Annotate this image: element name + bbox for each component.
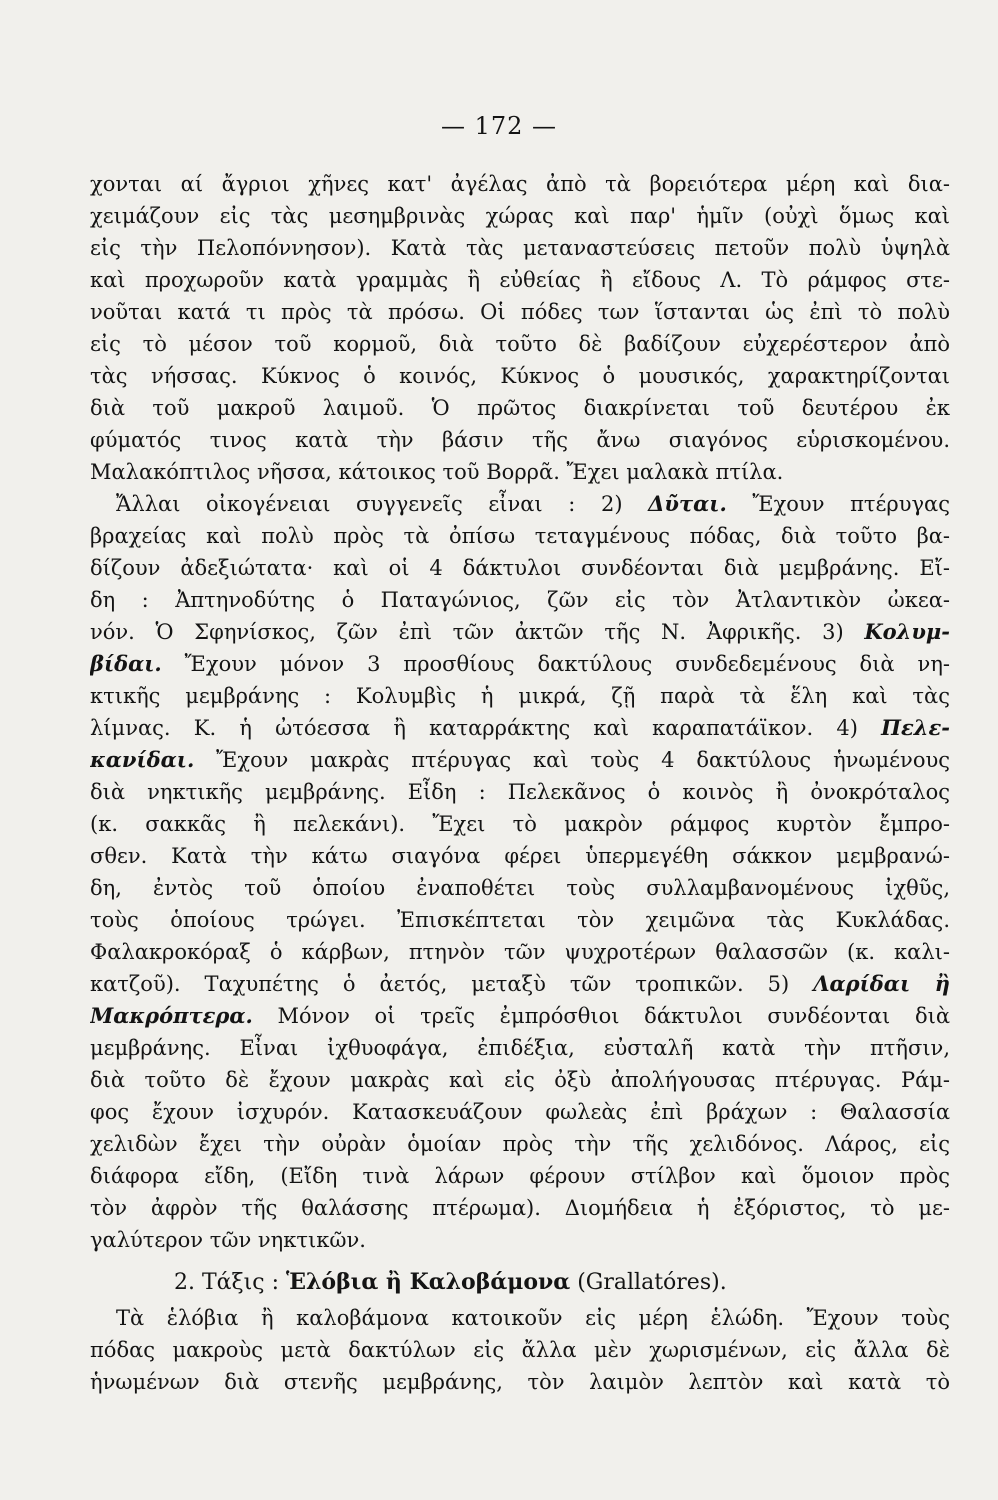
- text-line: [90, 840, 950, 872]
- text-line: [90, 552, 950, 584]
- line-text: βραχείας καὶ πολὺ πρὸς τὰ ὀπίσω τεταγμένους πόδας, διὰ τοῦτο βα-: [90, 524, 950, 548]
- section-order-name: Ἑλόβια ἢ Καλοβάμονα: [285, 1269, 571, 1295]
- line-text: νόν. Ὁ Σφηνίσκος, ζῶν ἐπὶ τῶν ἀκτῶν τῆς Ν. Ἀφρικῆς. 3): [90, 620, 865, 644]
- line-text: χονται αί ἄγριοι χῆνες κατ' ἀγέλας ἀπὸ τὰ βορειότερα μέρη καὶ δια-: [90, 172, 950, 196]
- line-text: εἰς τὸ μέσον τοῦ κορμοῦ, διὰ τοῦτο δὲ βαδίζουν εὐχερέστερον ἀπὸ: [90, 332, 950, 356]
- text-line: [90, 616, 950, 648]
- paragraph-lines-after: [90, 1302, 950, 1398]
- text-line: [90, 456, 950, 488]
- text-line: [90, 1064, 950, 1096]
- section-heading: [90, 1262, 950, 1302]
- line-text: γαλύτερον τῶν νηκτικῶν.: [90, 1228, 366, 1252]
- line-text: διὰ τοῦτο δὲ ἔχουν μακρὰς καὶ εἰς ὀξὺ ἀπολήγουσας πτέρυγας. Ράμ-: [90, 1068, 950, 1092]
- paragraph-lines: [90, 168, 950, 1256]
- text-line: [90, 712, 950, 744]
- line-text: κατζοῦ). Ταχυπέτης ὁ ἀετός, μεταξὺ τῶν τροπικῶν. 5): [90, 972, 814, 996]
- text-line: [90, 1000, 950, 1032]
- text-line: [90, 1032, 950, 1064]
- text-line: [90, 232, 950, 264]
- text-line: [90, 1160, 950, 1192]
- text-line: [90, 968, 950, 1000]
- text-line: [90, 936, 950, 968]
- line-text-after: Ἔχουν μόνον 3 προσθίους δακτύλους συνδεδεμένους διὰ νη-: [161, 652, 950, 676]
- line-text: δη : Ἀπτηνοδύτης ὁ Παταγώνιος, ζῶν εἰς τὸν Ἀτλαντικὸν ὠκεα-: [90, 588, 950, 612]
- text-line: [90, 744, 950, 776]
- text-line: [90, 392, 950, 424]
- line-text: τὰς νήσσας. Κύκνος ὁ κοινός, Κύκνος ὁ μουσικός, χαρακτηρίζονται: [90, 364, 950, 388]
- text-line: [90, 360, 950, 392]
- text-line: [90, 168, 950, 200]
- line-text: διάφορα εἴδη, (Εἴδη τινὰ λάρων φέρουν στίλβον καὶ ὅμοιον πρὸς: [90, 1164, 950, 1188]
- line-text: κτικῆς μεμβράνης : Κολυμβὶς ἡ μικρά, ζῇ παρὰ τὰ ἕλη καὶ τὰς: [90, 684, 950, 708]
- line-text: χελιδὼν ἔχει τὴν οὐρὰν ὁμοίαν πρὸς τὴν τῆς χελιδόνος. Λάρος, εἰς: [90, 1132, 950, 1156]
- text-line: [90, 904, 950, 936]
- text-line: [90, 584, 950, 616]
- line-text: τοὺς ὁποίους τρώγει. Ἐπισκέπτεται τὸν χειμῶνα τὰς Κυκλάδας.: [90, 908, 950, 932]
- line-text: Ἄλλαι οἰκογένειαι συγγενεῖς εἶναι : 2): [116, 492, 649, 516]
- text-line: [90, 520, 950, 552]
- line-text: λίμνας. Κ. ἡ ὠτόεσσα ἢ καταρράκτης καὶ καραπατάϊκον. 4): [90, 716, 882, 740]
- section-prefix: 2. Τάξις :: [174, 1270, 286, 1295]
- family-name-emphasis: Κολυμ-: [864, 619, 950, 644]
- line-text: (κ. σακκᾶς ἢ πελεκάνι). Ἔχει τὸ μακρὸν ράμφος κυρτὸν ἔμπρο-: [90, 812, 950, 836]
- line-text-after: Μόνον οἱ τρεῖς ἐμπρόσθιοι δάκτυλοι συνδέονται διὰ: [252, 1004, 950, 1028]
- family-name-emphasis: Λαρίδαι ἢ: [813, 971, 950, 996]
- line-text: φύματός τινος κατὰ τὴν βάσιν τῆς ἄνω σιαγόνος εὑρισκομένου.: [90, 428, 950, 452]
- section-latin-name: (Grallatóres).: [570, 1270, 727, 1295]
- text-line: [90, 1096, 950, 1128]
- text-line: [90, 648, 950, 680]
- line-text: δη, ἐντὸς τοῦ ὁποίου ἐναποθέτει τοὺς συλλαμβανομένους ἰχθῦς,: [90, 876, 950, 900]
- family-name-emphasis: βίδαι.: [90, 651, 162, 676]
- page-body: [90, 168, 950, 1398]
- line-text: πόδας μακροὺς μετὰ δακτύλων εἰς ἄλλα μὲν χωρισμένων, εἰς ἄλλα δὲ: [90, 1338, 950, 1362]
- line-text: χειμάζουν εἰς τὰς μεσημβρινὰς χώρας καὶ παρ' ἡμῖν (οὐχὶ ὅμως καὶ: [90, 204, 950, 228]
- text-line: [90, 200, 950, 232]
- line-text-after: Ἔχουν πτέρυγας: [726, 492, 950, 516]
- text-line: [90, 680, 950, 712]
- text-line: [90, 872, 950, 904]
- text-line: [90, 1366, 950, 1398]
- line-text: φος ἔχουν ἰσχυρόν. Κατασκευάζουν φωλεὰς ἐπὶ βράχων : Θαλασσία: [90, 1100, 950, 1124]
- family-name-emphasis: Δῦται.: [648, 491, 727, 516]
- page-number: — 172 —: [440, 112, 558, 140]
- line-text: καὶ προχωροῦν κατὰ γραμμὰς ἢ εὐθείας ἢ εἴδους Λ. Τὸ ράμφος στε-: [90, 268, 950, 292]
- text-line: [90, 328, 950, 360]
- family-name-emphasis: Πελε-: [881, 715, 950, 740]
- line-text: Τὰ ἑλόβια ἢ καλοβάμονα κατοικοῦν εἰς μέρη ἑλώδη. Ἔχουν τοὺς: [116, 1306, 950, 1330]
- line-text: τὸν ἀφρὸν τῆς θαλάσσης πτέρωμα). Διομήδεια ἡ ἐξόριστος, τὸ με-: [90, 1196, 950, 1220]
- line-text: νοῦται κατά τι πρὸς τὰ πρόσω. Οἱ πόδες των ἵστανται ὡς ἐπὶ τὸ πολὺ: [90, 300, 950, 324]
- text-line: [90, 1192, 950, 1224]
- line-text: Φαλακροκόραξ ὁ κάρβων, πτηνὸν τῶν ψυχροτέρων θαλασσῶν (κ. καλι-: [90, 940, 950, 964]
- family-name-emphasis: Μακρόπτερα.: [90, 1003, 253, 1028]
- text-line: [90, 1334, 950, 1366]
- text-line: [90, 808, 950, 840]
- text-line: [90, 296, 950, 328]
- line-text: ἡνωμένων διὰ στενῆς μεμβράνης, τὸν λαιμὸν λεπτὸν καὶ κατὰ τὸ: [90, 1370, 950, 1394]
- line-text: μεμβράνης. Εἶναι ἰχθυοφάγα, ἐπιδέξια, εὐσταλῆ κατὰ τὴν πτῆσιν,: [90, 1036, 950, 1060]
- text-line: [90, 1128, 950, 1160]
- line-text: Μαλακόπτιλος νῆσσα, κάτοικος τοῦ Βορρᾶ. Ἔχει μαλακὰ πτίλα.: [90, 460, 784, 484]
- family-name-emphasis: κανίδαι.: [90, 747, 195, 772]
- line-text: διὰ νηκτικῆς μεμβράνης. Εἶδη : Πελεκᾶνος ὁ κοινὸς ἢ ὀνοκρόταλος: [90, 780, 950, 804]
- text-line: [90, 424, 950, 456]
- text-line: [90, 488, 950, 520]
- line-text-after: Ἔχουν μακρὰς πτέρυγας καὶ τοὺς 4 δακτύλους ἡνωμένους: [194, 748, 950, 772]
- text-line: [90, 1302, 950, 1334]
- line-text: δίζουν ἀδεξιώτατα· καὶ οἱ 4 δάκτυλοι συνδέονται διὰ μεμβράνης. Εἴ-: [90, 556, 950, 580]
- text-line: [90, 1224, 950, 1256]
- line-text: εἰς τὴν Πελοπόννησον). Κατὰ τὰς μεταναστεύσεις πετοῦν πολὺ ὑψηλὰ: [90, 236, 950, 260]
- line-text: σθεν. Κατὰ τὴν κάτω σιαγόνα φέρει ὑπερμεγέθη σάκκον μεμβρανώ-: [90, 844, 950, 868]
- text-line: [90, 776, 950, 808]
- line-text: διὰ τοῦ μακροῦ λαιμοῦ. Ὁ πρῶτος διακρίνεται τοῦ δευτέρου ἐκ: [90, 396, 950, 420]
- text-line: [90, 264, 950, 296]
